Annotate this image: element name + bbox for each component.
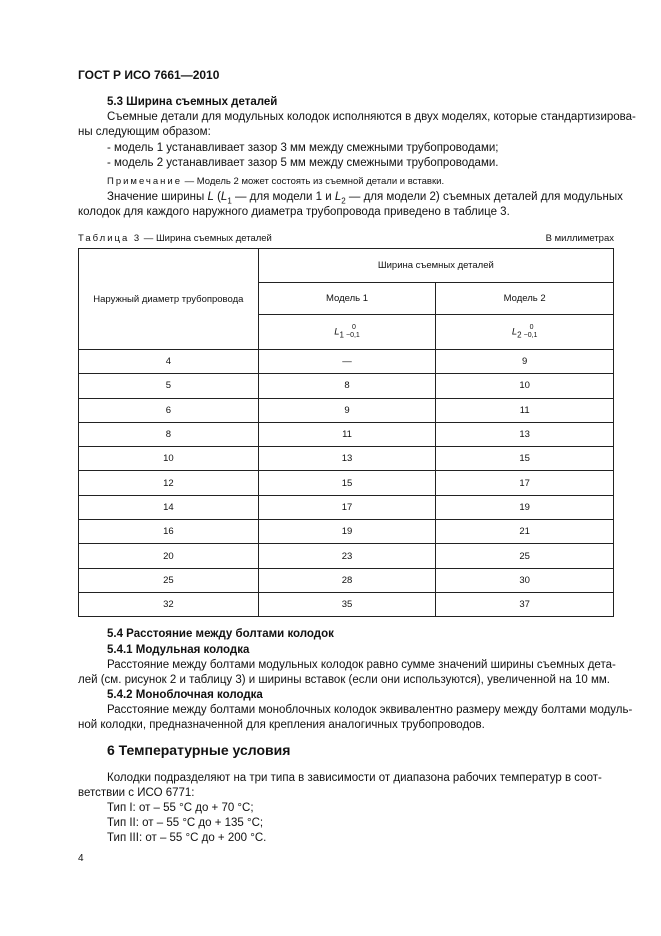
cell-model-1: 28: [258, 568, 436, 592]
cell-diameter: 5: [79, 374, 259, 398]
table-row: [79, 374, 614, 398]
s53-p1-line2: ны следующим образом:: [78, 126, 211, 138]
s6-type-1: Тип I: от – 55 °С до + 70 °С;: [107, 802, 254, 814]
tol-upper: 0: [529, 324, 534, 331]
table-row: [79, 544, 614, 568]
section-5-3-title: 5.3 Ширина съемных деталей: [107, 96, 278, 108]
cell-diameter: 12: [79, 471, 259, 495]
section-5-4-1-title: 5.4.1 Модульная колодка: [107, 644, 250, 656]
table-row: [79, 422, 614, 446]
cell-model-1: 15: [258, 471, 436, 495]
cell-model-2: 9: [436, 350, 614, 374]
s541-line1: Расстояние между болтами модульных колодок равно сумме значений ширины съемных дета-: [107, 659, 616, 671]
cell-diameter: 32: [79, 592, 259, 616]
cell-model-1: 8: [258, 374, 436, 398]
cell-model-2: 30: [436, 568, 614, 592]
s53-note: [107, 176, 444, 187]
p2-text-c: — для модели 1 и: [231, 191, 335, 203]
s542-line2: ной колодки, предназначенной для крепления аналогичных трубопроводов.: [78, 719, 485, 731]
s6-type-3: Тип III: от – 55 °С до + 200 °С.: [107, 832, 267, 844]
tol-lower: −0,1: [523, 332, 538, 339]
col-header-model-1: Модель 1: [258, 283, 436, 315]
document-header: ГОСТ Р ИСО 7661—2010: [78, 68, 220, 82]
cell-diameter: 6: [79, 398, 259, 422]
table-3: [78, 248, 614, 617]
cell-model-2: 13: [436, 422, 614, 446]
cell-diameter: 20: [79, 544, 259, 568]
table-3-caption: [78, 233, 272, 244]
p2-sub-1: 1: [227, 196, 232, 206]
note-text: — Модель 2 может состоять из съемной детали и вставки.: [182, 176, 445, 187]
cell-model-2: 15: [436, 447, 614, 471]
table-row: [79, 471, 614, 495]
section-5-4-2-title: 5.4.2 Моноблочная колодка: [107, 689, 263, 701]
p2-symbol-L2: L: [334, 191, 342, 203]
col-header-width: Ширина съемных деталей: [258, 249, 613, 283]
p2-text-a: Значение ширины: [107, 191, 208, 203]
section-6-title: 6 Температурные условия: [107, 742, 291, 758]
tolerance-L1: [346, 324, 360, 340]
s542-line1: Расстояние между болтами моноблочных колодок эквивалентно размеру между болтами модуль-: [107, 704, 633, 716]
tol-lower: −0,1: [345, 332, 360, 339]
col-header-symbol-L2: [436, 315, 614, 350]
cell-diameter: 8: [79, 422, 259, 446]
s53-list-item-1: - модель 1 устанавливает зазор 3 мм между смежными трубопроводами;: [107, 142, 499, 154]
cell-model-2: 11: [436, 398, 614, 422]
symbol-L1: L: [334, 326, 340, 338]
cell-model-1: 19: [258, 520, 436, 544]
p2-text-d: — для модели 2) съемных деталей для модульных: [345, 191, 623, 203]
cell-diameter: 16: [79, 520, 259, 544]
tol-upper: 0: [351, 324, 356, 331]
table-row: [79, 398, 614, 422]
cell-model-1: 23: [258, 544, 436, 568]
s6-type-2: Тип II: от – 55 °С до + 135 °С;: [107, 817, 264, 829]
cell-model-2: 25: [436, 544, 614, 568]
col-header-diameter: Наружный диаметр трубопровода: [79, 249, 259, 350]
p2-sub-2: 2: [341, 196, 346, 206]
cell-model-2: 17: [436, 471, 614, 495]
s53-p1-line1: Съемные детали для модульных колодок исполняются в двух моделях, которые стандартизирова-: [107, 111, 636, 123]
symbol-L2-sub: 2: [517, 330, 522, 340]
s53-p2-line2: колодок для каждого наружного диаметра трубопровода приведено в таблице 3.: [78, 206, 510, 218]
col-header-symbol-L1: [258, 315, 436, 350]
p2-symbol-L: L: [207, 191, 214, 203]
tolerance-L2: [524, 324, 538, 340]
cell-model-1: 17: [258, 495, 436, 519]
symbol-L2: L: [511, 326, 518, 338]
table-caption-label: Таблица 3: [78, 233, 142, 244]
table-units: В миллиметрах: [545, 233, 614, 244]
s53-list-item-2: - модель 2 устанавливает зазор 5 мм между смежными трубопроводами.: [107, 157, 499, 169]
cell-model-2: 37: [436, 592, 614, 616]
cell-diameter: 25: [79, 568, 259, 592]
table-row: [79, 568, 614, 592]
cell-model-2: 19: [436, 495, 614, 519]
cell-model-1: —: [258, 350, 436, 374]
table-row: [79, 520, 614, 544]
cell-model-2: 21: [436, 520, 614, 544]
table-row: [79, 495, 614, 519]
table-row: [79, 350, 614, 374]
s6-line1: Колодки подразделяют на три типа в зависимости от диапазона рабочих температур в соот-: [107, 772, 602, 784]
s541-line2: лей (см. рисунок 2 и таблицу 3) и ширины вставок (если они используются), увеличенной на 10 мм.: [78, 674, 610, 686]
cell-model-1: 9: [258, 398, 436, 422]
p2-symbol-L1: L: [220, 191, 228, 203]
cell-diameter: 10: [79, 447, 259, 471]
cell-model-2: 10: [436, 374, 614, 398]
cell-model-1: 35: [258, 592, 436, 616]
table-row: [79, 592, 614, 616]
s6-line2: ветствии с ИСО 6771:: [78, 787, 195, 799]
cell-model-1: 13: [258, 447, 436, 471]
page-number: 4: [78, 853, 84, 864]
cell-diameter: 14: [79, 495, 259, 519]
symbol-L1-sub: 1: [339, 330, 344, 340]
cell-model-1: 11: [258, 422, 436, 446]
table-row: [79, 447, 614, 471]
p2-text-b: (: [213, 191, 221, 203]
col-header-model-2: Модель 2: [436, 283, 614, 315]
note-label: Примечание: [107, 176, 182, 187]
section-5-4-title: 5.4 Расстояние между болтами колодок: [107, 628, 334, 640]
cell-diameter: 4: [79, 350, 259, 374]
table-caption-text: — Ширина съемных деталей: [141, 233, 272, 244]
